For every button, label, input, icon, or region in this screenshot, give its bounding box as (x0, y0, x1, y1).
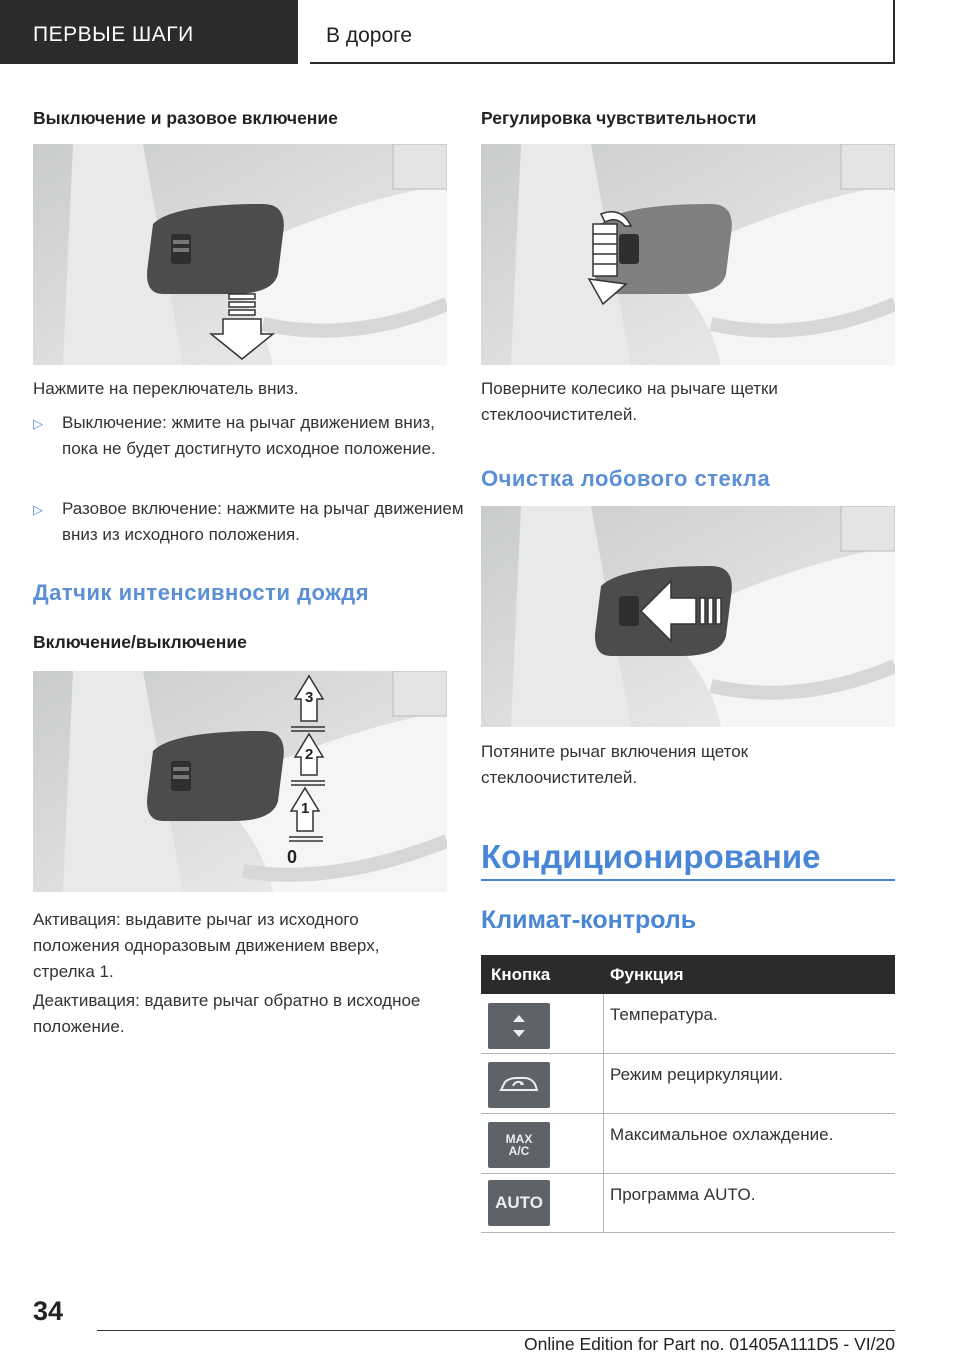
edition-text: Online Edition for Part no. 01405A111D5 - VI/20 (524, 1334, 895, 1354)
heading-sensitivity: Регулировка чувствительности (481, 108, 757, 128)
arrow-label-3: 3 (305, 689, 314, 706)
arrow-label-1: 1 (301, 800, 310, 817)
col-button: Кнопка (491, 965, 551, 984)
function-text: Программа AUTO. (610, 1185, 756, 1204)
arrow-label-2: 2 (305, 746, 314, 763)
text-pull-lever: Потяните рычаг включения щеток стеклоочистителей. (481, 742, 749, 787)
recirculation-car-icon (488, 1062, 550, 1108)
bullet-triangle-icon: ▷ (33, 502, 43, 517)
list-item-text: Выключение: жмите на рычаг движением вниз, пока не будет достигнуто исходное положение. (62, 413, 436, 458)
heading-underline (481, 879, 895, 881)
row-divider (481, 1232, 895, 1233)
header-section (0, 0, 298, 64)
heading-air-conditioning: Кондиционирование (481, 838, 821, 875)
page-number: 34 (33, 1296, 64, 1326)
section-title: ПЕРВЫЕ ШАГИ (33, 23, 194, 46)
photo-lever-down (33, 144, 447, 365)
function-text: Температура. (610, 1005, 718, 1024)
text-activation: Активация: выдавите рычаг из исходного положения одноразовым движением вверх, стрелка 1. (33, 910, 380, 981)
bullet-triangle-icon: ▷ (33, 416, 43, 431)
text-press-down: Нажмите на переключатель вниз. (33, 379, 299, 398)
photo-wheel-rotate (481, 144, 895, 365)
footer-rule (97, 1330, 895, 1331)
function-text: Максимальное охлаждение. (610, 1125, 834, 1144)
heading-on-off: Включение/выключение (33, 632, 247, 652)
col-function: Функция (610, 965, 684, 984)
table-row (481, 1114, 895, 1173)
list-item (33, 410, 472, 462)
list-item-text: Разовое включение: нажмите на рычаг движением вниз из исходного положения. (62, 499, 464, 544)
list-item (33, 496, 472, 548)
photo-lever-pull (481, 506, 895, 727)
arrow-label-0: 0 (287, 847, 298, 867)
text-deactivation: Деактивация: вдавите рычаг обратно в исходное положение. (33, 991, 421, 1036)
temperature-arrows-icon (488, 1003, 550, 1049)
text-rotate-wheel: Поверните колесико на рычаге щетки стеклоочистителей. (481, 379, 778, 424)
heading-climate-control: Климат-контроль (481, 906, 697, 934)
heading-off-once: Выключение и разовое включение (33, 108, 338, 128)
header-topic-box (310, 0, 895, 64)
heading-rain-sensor: Датчик интенсивности дождя (33, 580, 370, 605)
auto-icon: AUTO (488, 1180, 550, 1226)
function-text: Режим рециркуляции. (610, 1065, 784, 1084)
table-row (481, 994, 895, 1054)
table-header (481, 955, 895, 994)
table-row (481, 1174, 895, 1232)
photo-lever-up-arrows (33, 671, 447, 892)
topic-title: В дороге (326, 24, 413, 47)
max-ac-icon: MAX A/C (488, 1122, 550, 1168)
table-row (481, 1054, 895, 1113)
heading-windshield-cleaning: Очистка лобового стекла (481, 466, 771, 491)
